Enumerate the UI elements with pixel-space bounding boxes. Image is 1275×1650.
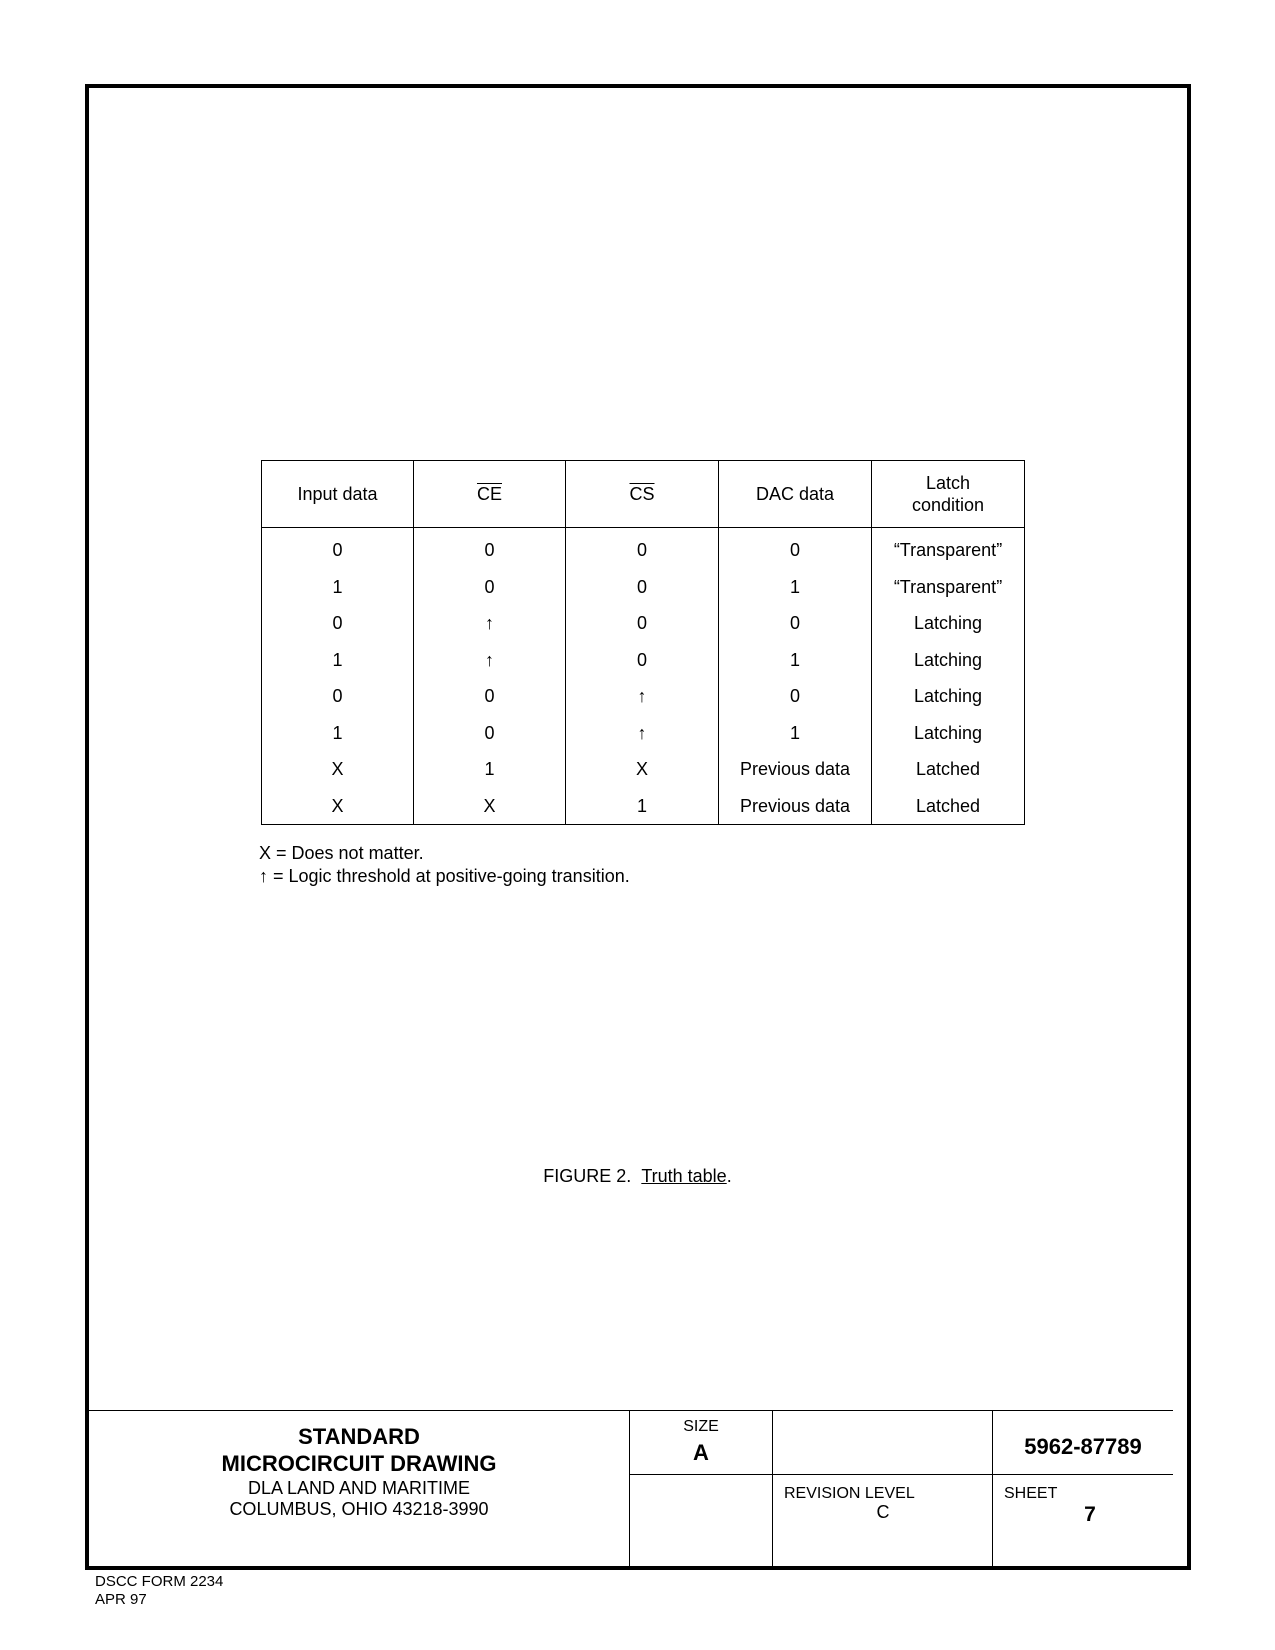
cell-dac-data: 1 xyxy=(719,715,872,752)
figure-caption: FIGURE 2. Truth table. xyxy=(543,1166,732,1186)
header-cs xyxy=(566,461,719,528)
title-standard: STANDARD xyxy=(298,1424,420,1449)
cell-latch-condition: Latched xyxy=(872,788,1025,825)
table-legend xyxy=(259,842,630,888)
cell-input-data: 1 xyxy=(262,569,414,606)
cell-input-data: 0 xyxy=(262,678,414,715)
table-row xyxy=(262,528,1025,569)
cell-cs: ↑ xyxy=(566,715,719,752)
figure-number: FIGURE 2. xyxy=(543,1166,632,1186)
sheet-number: 7 xyxy=(1084,1503,1096,1526)
sheet-label: SHEET xyxy=(1004,1485,1058,1502)
cell-input-data: X xyxy=(262,751,414,788)
header-ce xyxy=(414,461,566,528)
cell-dac-data: Previous data xyxy=(719,788,872,825)
table-row xyxy=(262,751,1025,788)
header-input-data: Input data xyxy=(262,461,414,528)
table-row xyxy=(262,678,1025,715)
agency-address: COLUMBUS, OHIO 43218-3990 xyxy=(229,1499,489,1519)
form-number: DSCC FORM 2234 xyxy=(95,1573,224,1590)
cs-label: $\overline{CS}$ xyxy=(629,484,655,504)
title-microcircuit-drawing: MICROCIRCUIT DRAWING xyxy=(221,1451,497,1476)
cell-cs: 1 xyxy=(566,788,719,825)
revision-level-value: C xyxy=(876,1502,890,1522)
cell-ce: ↑ xyxy=(414,642,566,679)
cell-ce: X xyxy=(414,788,566,825)
cell-input-data: 1 xyxy=(262,642,414,679)
cell-latch-condition: Latched xyxy=(872,751,1025,788)
cell-cs: 0 xyxy=(566,642,719,679)
table-row xyxy=(262,605,1025,642)
form-identifier xyxy=(95,1573,223,1609)
cell-dac-data: 0 xyxy=(719,528,872,569)
cell-latch-condition: Latching xyxy=(872,678,1025,715)
title-block-top-rule xyxy=(89,1410,1173,1411)
cell-dac-data: Previous data xyxy=(719,751,872,788)
cell-ce: 0 xyxy=(414,569,566,606)
table-row xyxy=(262,715,1025,752)
cell-cs: 0 xyxy=(566,528,719,569)
cell-dac-data: 0 xyxy=(719,678,872,715)
cell-cs: X xyxy=(566,751,719,788)
title-block-mid-rule xyxy=(630,1474,1173,1475)
cell-dac-data: 1 xyxy=(719,642,872,679)
cell-input-data: 1 xyxy=(262,715,414,752)
legend-rising-edge: ↑ = Logic threshold at positive-going transition. xyxy=(259,866,630,886)
cell-ce: 0 xyxy=(414,678,566,715)
page-border xyxy=(85,84,1191,1570)
header-latch-condition: Latch condition xyxy=(872,461,1025,528)
revision-level-label: REVISION LEVEL xyxy=(784,1485,915,1502)
figure-title: Truth table xyxy=(641,1166,727,1186)
size-value: A xyxy=(693,1440,709,1465)
cell-latch-condition: Latching xyxy=(872,715,1025,752)
ce-label: $\overline{CE}$ xyxy=(476,484,502,504)
cell-input-data: 0 xyxy=(262,605,414,642)
table-row xyxy=(262,569,1025,606)
cell-input-data: X xyxy=(262,788,414,825)
document-number: 5962-87789 xyxy=(1024,1434,1142,1459)
title-block-divider-2 xyxy=(772,1410,773,1566)
table-row xyxy=(262,788,1025,825)
cell-latch-condition: Latching xyxy=(872,605,1025,642)
table-header-row xyxy=(262,461,1025,528)
cell-cs: ↑ xyxy=(566,678,719,715)
cell-ce: 1 xyxy=(414,751,566,788)
size-label: SIZE xyxy=(683,1418,719,1435)
cell-latch-condition: “Transparent” xyxy=(872,528,1025,569)
cell-input-data: 0 xyxy=(262,528,414,569)
cell-ce: ↑ xyxy=(414,605,566,642)
cell-dac-data: 1 xyxy=(719,569,872,606)
agency-name: DLA LAND AND MARITIME xyxy=(247,1478,471,1498)
form-date: APR 97 xyxy=(95,1591,147,1608)
cell-dac-data: 0 xyxy=(719,605,872,642)
cell-ce: 0 xyxy=(414,715,566,752)
header-dac-data: DAC data xyxy=(719,461,872,528)
legend-dont-care: X = Does not matter. xyxy=(259,843,424,863)
cell-ce: 0 xyxy=(414,528,566,569)
cell-cs: 0 xyxy=(566,569,719,606)
cell-cs: 0 xyxy=(566,605,719,642)
truth-table xyxy=(261,460,1025,825)
table-row xyxy=(262,642,1025,679)
cell-latch-condition: “Transparent” xyxy=(872,569,1025,606)
cell-latch-condition: Latching xyxy=(872,642,1025,679)
